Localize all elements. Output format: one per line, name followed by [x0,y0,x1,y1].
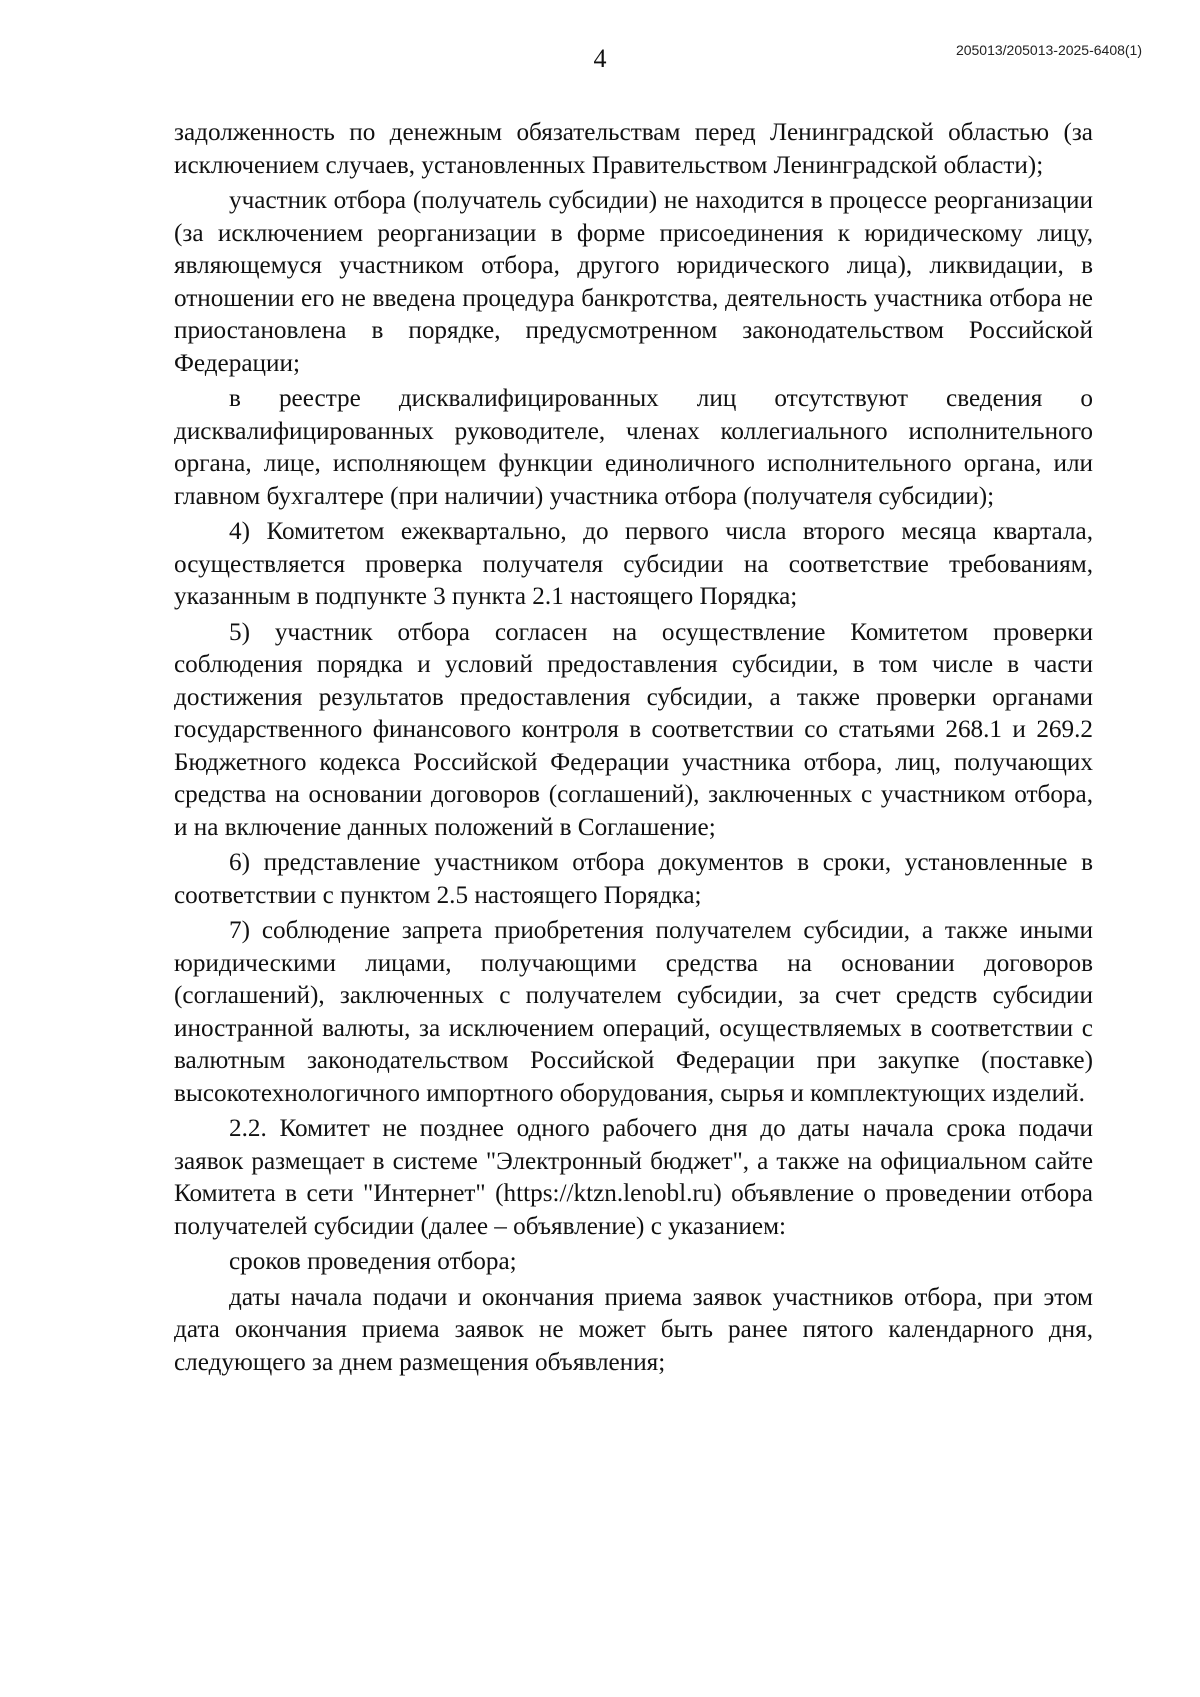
page-number: 4 [593,44,607,73]
paragraph: 7) соблюдение запрета приобретения получателем субсидии, а также иными юридическими лицами, получающими средства на основании договоров (соглашений), заключенных с получателем субсидии, за счет средств субсидии иностранной валюты, за исключением операций, осуществляемых в соответствии с валютным законодательством Российской Федерации при закупке (поставке) высокотехнологичного импортного оборудования, сырья и комплектующих изделий. [174,917,1093,1107]
paragraph: 6) представление участником отбора документов в сроки, установленные в соответствии с пунктом 2.5 настоящего Порядка; [174,849,1093,909]
document-id: 205013/205013-2025-6408(1) [955,42,1142,58]
paragraph: 4) Комитетом ежеквартально, до первого числа второго месяца квартала, осуществляется проверка получателя субсидии на соответствие требованиям, указанным в подпункте 3 пункта 2.1 настоящего Порядка; [174,518,1093,610]
paragraph: 5) участник отбора согласен на осуществление Комитетом проверки соблюдения порядка и условий предоставления субсидии, в том числе в части достижения результатов предоставления субсидии, а также проверки органами государственного финансового контроля в соответствии со статьями 268.1 и 269.2 Бюджетного кодекса Российской Федерации участника отбора, лиц, получающих средства на основании договоров (соглашений), заключенных с участником отбора, и на включение данных положений в Соглашение; [174,618,1093,841]
paragraph: в реестре дисквалифицированных лиц отсутствуют сведения о дисквалифицированных руководителе, членах коллегиального исполнительного органа, лице, исполняющем функции единоличного исполнительного органа, или главном бухгалтере (при наличии) участника отбора (получателя субсидии); [174,385,1093,510]
paragraph: 2.2. Комитет не позднее одного рабочего дня до даты начала срока подачи заявок размещает в системе "Электронный бюджет", а также на официальном сайте Комитета в сети "Интернет" (https://ktzn.lenobl.ru) объявление о проведении отбора получателей субсидии (далее – объявление) с указанием: [174,1115,1093,1240]
paragraph: сроков проведения отбора; [229,1248,517,1275]
paragraph: участник отбора (получатель субсидии) не находится в процессе реорганизации (за исключением реорганизации в форме присоединения к юридическому лицу, являющемуся участником отбора, другого юридического лица), ликвидации, в отношении его не введена процедура банкротства, деятельность участника отбора не приостановлена в порядке, предусмотренном законодательством Российской Федерации; [174,187,1093,377]
paragraph: даты начала подачи и окончания приема заявок участников отбора, при этом дата окончания приема заявок не может быть ранее пятого календарного дня, следующего за днем размещения объявления; [174,1283,1093,1376]
document-body [174,117,1093,1382]
paragraph: задолженность по денежным обязательствам перед Ленинградской областью (за исключением случаев, установленных Правительством Ленинградской области); [174,119,1093,179]
